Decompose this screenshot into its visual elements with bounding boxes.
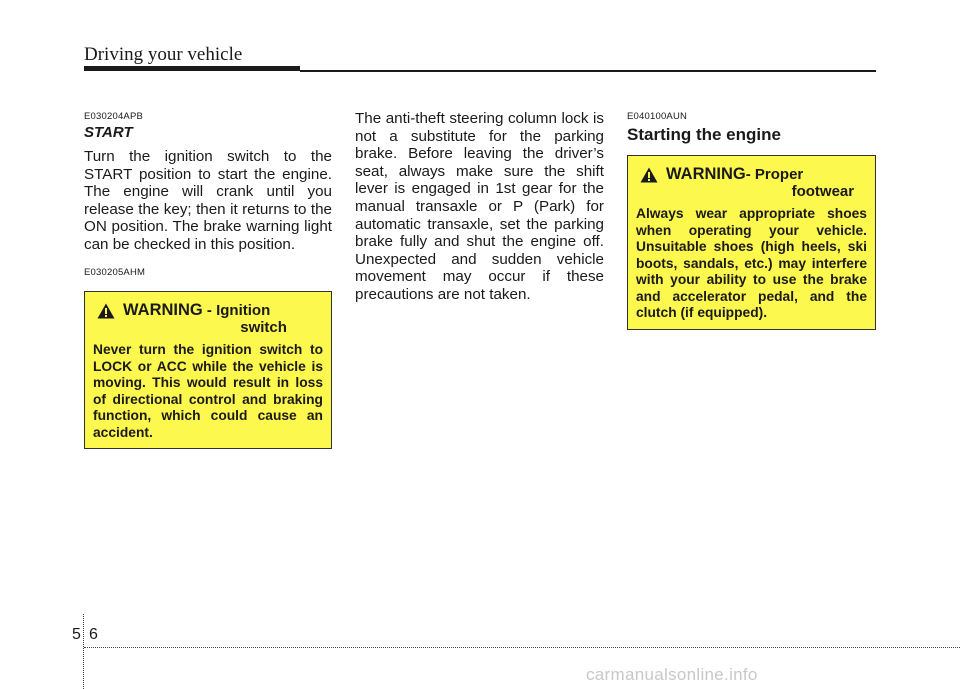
- warning-body: Always wear appropriate shoes when operating your vehicle. Unsuitable shoes (high heels, ski boots, sandals, etc.) may interfere with your ability to use the brake and accelerator pedal, and the clutch (if equipped).: [636, 206, 867, 320]
- header-rule-thick: [84, 66, 300, 71]
- subsection-title: START: [84, 124, 133, 141]
- footer-horizontal-rule: [84, 647, 960, 648]
- footer-vertical-rule: [83, 614, 84, 689]
- section-code: E040100AUN: [627, 111, 688, 122]
- warning-subtitle: - Ignition switch: [206, 302, 287, 336]
- warning-subtitle: - Proper footwear: [745, 166, 855, 200]
- warning-word: WARNING: [123, 301, 203, 319]
- section-code: E030205AHM: [84, 267, 146, 278]
- warning-box-footwear: [627, 155, 876, 330]
- section-code: E030204APB: [84, 111, 144, 122]
- warning-triangle-icon: [640, 167, 658, 183]
- warning-triangle-icon: [97, 303, 115, 319]
- warning-title: [636, 166, 867, 200]
- section-heading: Starting the engine: [627, 125, 781, 144]
- header-title: Driving your vehicle: [84, 44, 243, 65]
- start-paragraph: Turn the ignition switch to the START position to start the engine. The engine will crank until you release the key; then it returns to the ON position. The brake warning light can be checked in this position.: [84, 148, 332, 253]
- steering-lock-paragraph: The anti-theft steering column lock is not a substitute for the parking brake. Before leaving the driver’s seat, always make sure the shift lever is engaged in 1st gear for the manual transaxle or P (Park) for automatic transaxle, set the parking brake fully and shut the engine off. Unexpected and sudden vehicle movement may occur if these precautions are not taken.: [355, 110, 604, 303]
- page-number: 6: [89, 626, 98, 643]
- warning-word: WARNING: [666, 165, 746, 183]
- header-rule-thin: [300, 70, 876, 72]
- watermark: carmanualsonline.info: [586, 665, 758, 684]
- warning-box-ignition: [84, 291, 332, 449]
- warning-body: Never turn the ignition switch to LOCK or ACC while the vehicle is moving. This would result in loss of directional control and braking function, which could cause an accident.: [93, 342, 323, 440]
- warning-title: [93, 302, 323, 336]
- section-number: 5: [72, 626, 81, 643]
